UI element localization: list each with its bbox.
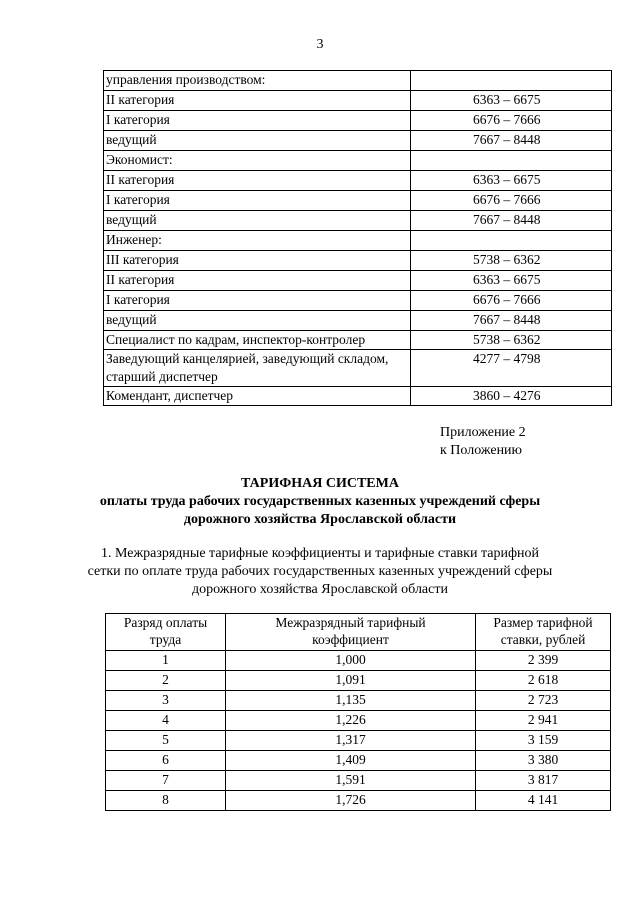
grade-cell: 1: [106, 651, 226, 671]
table-row: [106, 751, 611, 771]
salary-range: 7667 – 8448: [411, 131, 612, 151]
table-row: [106, 671, 611, 691]
rate-cell: 3 159: [476, 731, 611, 751]
header-grade: Разряд оплаты труда: [106, 614, 226, 651]
salary-range: 7667 – 8448: [411, 211, 612, 231]
position-name: ведущий: [104, 211, 411, 231]
position-name: II категория: [104, 171, 411, 191]
position-name: I категория: [104, 111, 411, 131]
tariff-title-line-1: ТАРИФНАЯ СИСТЕМА: [241, 476, 399, 491]
header-coefficient: Межразрядный тарифный коэффициент: [226, 614, 476, 651]
section-1-line-2: сетки по оплате труда рабочих государственных казенных учреждений сферы: [87, 564, 553, 579]
salary-range: 5738 – 6362: [411, 251, 612, 271]
table-row: [104, 171, 612, 191]
grade-cell: 5: [106, 731, 226, 751]
coefficient-cell: 1,409: [226, 751, 476, 771]
position-name: I категория: [104, 191, 411, 211]
section-1-line-1: 1. Межразрядные тарифные коэффициенты и тарифные ставки тарифной: [100, 546, 540, 561]
table-row: [106, 791, 611, 811]
table-row: [104, 350, 612, 387]
coefficient-cell: 1,591: [226, 771, 476, 791]
position-name: Заведующий канцелярией, заведующий складом, старший диспетчер: [104, 350, 411, 387]
section-1-line-3: дорожного хозяйства Ярославской области: [192, 582, 448, 597]
position-name: II категория: [104, 91, 411, 111]
table-header-row: [106, 614, 611, 651]
salary-range: 6363 – 6675: [411, 91, 612, 111]
section-1-title: [0, 545, 640, 599]
table-row: [106, 771, 611, 791]
appendix-label: [440, 424, 526, 460]
salary-range: 6363 – 6675: [411, 171, 612, 191]
table-row: [104, 151, 612, 171]
coefficient-cell: 1,226: [226, 711, 476, 731]
table-row: [104, 91, 612, 111]
table-row: [104, 231, 612, 251]
coefficient-cell: 1,726: [226, 791, 476, 811]
table-row: [104, 191, 612, 211]
salary-range: 3860 – 4276: [411, 387, 612, 406]
position-name: Специалист по кадрам, инспектор-контролер: [104, 331, 411, 350]
table-row: [104, 387, 612, 406]
salary-range: [411, 151, 612, 171]
grade-cell: 4: [106, 711, 226, 731]
position-name: ведущий: [104, 311, 411, 331]
salary-range: 4277 – 4798: [411, 350, 612, 387]
rate-cell: 4 141: [476, 791, 611, 811]
position-name: управления производством:: [104, 71, 411, 91]
table-row: [104, 331, 612, 350]
position-name: Инженер:: [104, 231, 411, 251]
salary-range: 6676 – 7666: [411, 111, 612, 131]
rate-cell: 3 817: [476, 771, 611, 791]
rate-cell: 2 941: [476, 711, 611, 731]
table-row: [104, 131, 612, 151]
coefficient-cell: 1,091: [226, 671, 476, 691]
tariff-title-line-3: дорожного хозяйства Ярославской области: [183, 512, 457, 527]
appendix-line-2: к Положению: [440, 443, 523, 458]
table-row: [106, 731, 611, 751]
rate-cell: 2 399: [476, 651, 611, 671]
table-row: [106, 651, 611, 671]
grade-cell: 2: [106, 671, 226, 691]
rate-cell: 2 618: [476, 671, 611, 691]
table-row: [104, 311, 612, 331]
salary-range: 5738 – 6362: [411, 331, 612, 350]
position-name: III категория: [104, 251, 411, 271]
salary-range: 6676 – 7666: [411, 191, 612, 211]
position-name: ведущий: [104, 131, 411, 151]
table-row: [104, 291, 612, 311]
appendix-line-1: Приложение 2: [440, 425, 526, 440]
grade-cell: 8: [106, 791, 226, 811]
coefficient-cell: 1,135: [226, 691, 476, 711]
table-row: [104, 251, 612, 271]
coefficient-cell: 1,317: [226, 731, 476, 751]
table-row: [104, 211, 612, 231]
salary-range: 6363 – 6675: [411, 271, 612, 291]
tariff-title-line-2: оплаты труда рабочих государственных казенных учреждений сферы: [99, 494, 541, 509]
tariff-coefficients-table: [105, 613, 611, 811]
grade-cell: 6: [106, 751, 226, 771]
header-rate: Размер тарифной ставки, рублей: [476, 614, 611, 651]
salary-range: [411, 231, 612, 251]
rate-cell: 2 723: [476, 691, 611, 711]
positions-salary-table: [103, 70, 612, 406]
position-name: I категория: [104, 291, 411, 311]
table-row: [104, 271, 612, 291]
grade-cell: 3: [106, 691, 226, 711]
salary-range: 7667 – 8448: [411, 311, 612, 331]
grade-cell: 7: [106, 771, 226, 791]
rate-cell: 3 380: [476, 751, 611, 771]
page-number: 3: [316, 37, 324, 52]
table-row: [106, 691, 611, 711]
tariff-system-title: [0, 475, 640, 529]
salary-range: 6676 – 7666: [411, 291, 612, 311]
position-name: Комендант, диспетчер: [104, 387, 411, 406]
table-row: [106, 711, 611, 731]
position-name: II категория: [104, 271, 411, 291]
position-name: Экономист:: [104, 151, 411, 171]
table-row: [104, 71, 612, 91]
table-row: [104, 111, 612, 131]
coefficient-cell: 1,000: [226, 651, 476, 671]
salary-range: [411, 71, 612, 91]
